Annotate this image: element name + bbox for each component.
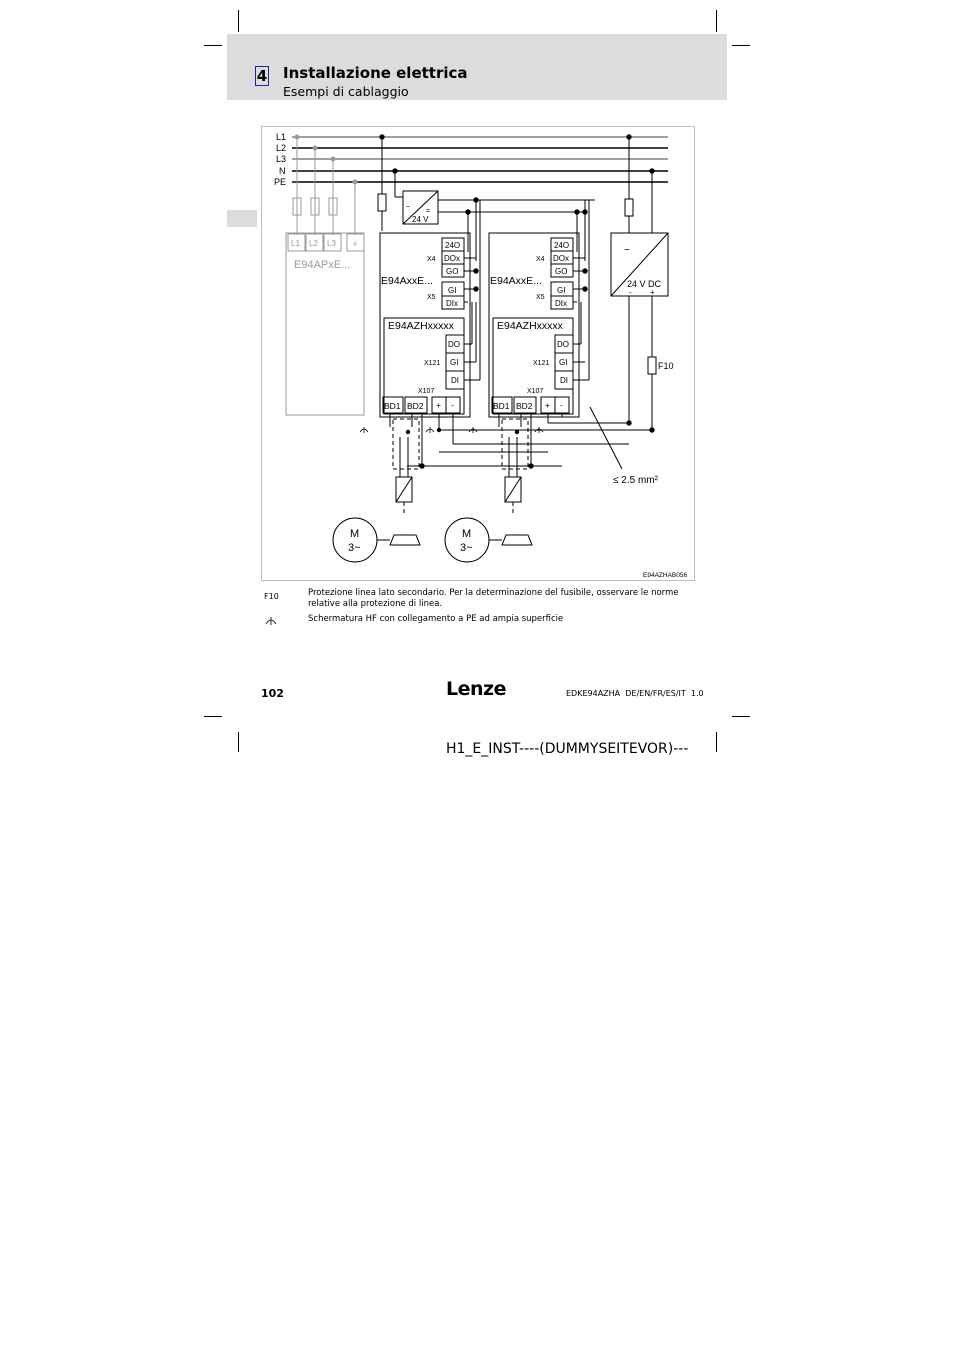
dummy-page-tag: H1_E_INST----(DUMMYSEITEVOR)---	[446, 741, 689, 757]
svg-text:24O: 24O	[445, 241, 461, 250]
chapter-number: 4	[256, 67, 268, 85]
svg-text:3~: 3~	[348, 542, 361, 554]
figure-code: E94AZHAB056	[643, 572, 688, 579]
svg-text:+: +	[436, 400, 441, 410]
crop-mark	[732, 716, 750, 717]
svg-text:L2: L2	[309, 239, 318, 248]
svg-text:BD1: BD1	[493, 401, 510, 411]
supply-unit-name: E94APxE...	[294, 259, 351, 271]
svg-text:X121: X121	[533, 360, 550, 367]
svg-text:~: ~	[624, 245, 630, 256]
svg-text:-: -	[560, 400, 563, 410]
motor-right	[445, 518, 489, 562]
svg-text:X121: X121	[424, 360, 441, 367]
crop-mark	[732, 45, 750, 46]
svg-text:DI: DI	[560, 376, 568, 385]
line-label: PE	[274, 177, 287, 187]
svg-text:~: ~	[406, 204, 411, 211]
page-subtitle: Esempi di cablaggio	[283, 84, 409, 99]
svg-text:GI: GI	[557, 286, 566, 295]
crop-mark	[204, 45, 222, 46]
svg-text:M: M	[350, 528, 360, 540]
svg-text:DOx: DOx	[444, 254, 460, 263]
svg-text:DO: DO	[557, 340, 569, 349]
legend-text-shield: Schermatura HF con collegamento a PE ad ampia superficie	[308, 614, 564, 624]
page-number: 102	[261, 687, 284, 700]
svg-text:DIx: DIx	[555, 299, 567, 308]
svg-text:GI: GI	[450, 358, 459, 367]
svg-text:-: -	[629, 288, 632, 297]
shield-legend-icon	[264, 616, 278, 628]
svg-text:BD2: BD2	[516, 401, 533, 411]
svg-text:L1: L1	[291, 239, 300, 248]
supply-lines	[292, 137, 668, 182]
cable-note: ≤ 2.5 mm²	[613, 475, 658, 486]
svg-text:DOx: DOx	[553, 254, 569, 263]
lenze-logo: Lenze	[446, 678, 506, 700]
svg-text:GI: GI	[559, 358, 568, 367]
legend-code-f10: F10	[264, 592, 279, 601]
line-label: L2	[276, 143, 287, 153]
document-id: EDKE94AZHA DE/EN/FR/ES/IT 1.0	[566, 689, 704, 698]
svg-text:GI: GI	[448, 286, 457, 295]
crop-mark	[204, 716, 222, 717]
svg-text:L3: L3	[327, 239, 336, 248]
axis-module-name: E94AxxE...	[381, 275, 433, 287]
svg-text:X107: X107	[418, 388, 435, 395]
line-label: L3	[276, 154, 287, 164]
crop-mark	[716, 732, 717, 752]
axis-module-left	[380, 233, 470, 417]
svg-text:BD1: BD1	[384, 401, 401, 411]
svg-text:+: +	[545, 400, 550, 410]
fuse-label: F10	[658, 361, 674, 371]
svg-text:DIx: DIx	[446, 299, 458, 308]
svg-text:X107: X107	[527, 388, 544, 395]
line-label: N	[279, 166, 286, 176]
motor-left	[333, 518, 377, 562]
svg-text:-: -	[451, 400, 454, 410]
line-label: L1	[276, 132, 287, 142]
svg-text:DO: DO	[448, 340, 460, 349]
supply-unit-taps	[293, 137, 355, 235]
svg-text:X4: X4	[427, 256, 436, 263]
chapter-side-tab	[227, 210, 257, 227]
svg-text:24 V: 24 V	[412, 215, 429, 224]
crop-mark	[238, 10, 239, 32]
svg-text:X5: X5	[536, 294, 545, 301]
crop-mark	[238, 732, 239, 752]
svg-text:3~: 3~	[460, 542, 473, 554]
svg-text:M: M	[462, 528, 472, 540]
axis-module-right	[489, 233, 579, 417]
supply-line-labels	[274, 132, 286, 187]
psu-large-label: 24 V DC	[627, 279, 662, 289]
svg-text:=: =	[426, 208, 431, 215]
svg-text:⏚: ⏚	[351, 239, 359, 248]
svg-text:DI: DI	[451, 376, 459, 385]
svg-text:BD2: BD2	[407, 401, 424, 411]
svg-text:X4: X4	[536, 256, 545, 263]
wiring-diagram	[261, 126, 695, 581]
safety-module-name: E94AZHxxxxx	[497, 320, 563, 332]
svg-text:24O: 24O	[554, 241, 570, 250]
page-title: Installazione elettrica	[283, 64, 468, 82]
crop-mark	[716, 10, 717, 32]
svg-text:GO: GO	[555, 267, 568, 276]
svg-text:GO: GO	[446, 267, 459, 276]
svg-text:X5: X5	[427, 294, 436, 301]
axis-module-name: E94AxxE...	[490, 275, 542, 287]
svg-text:+: +	[650, 288, 655, 297]
legend-text-f10: Protezione linea lato secondario. Per la determinazione del fusibile, osservare le norme relative alla protezione di linea.	[308, 588, 679, 609]
safety-module-name: E94AZHxxxxx	[388, 320, 454, 332]
